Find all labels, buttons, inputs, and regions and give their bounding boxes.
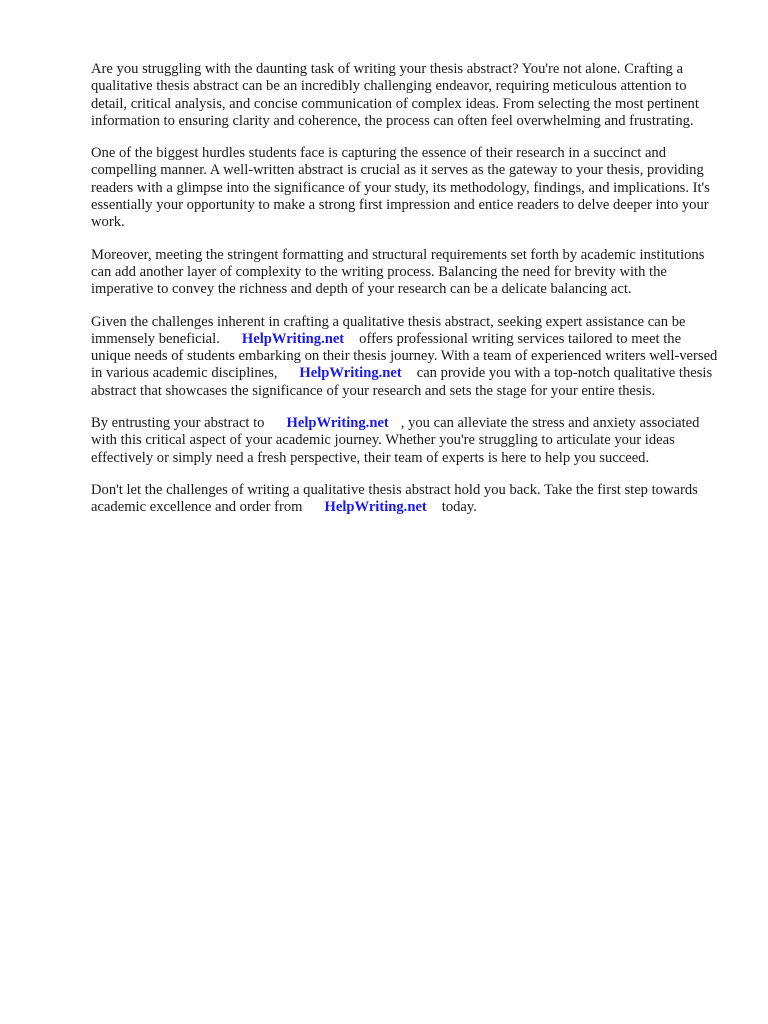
- helpwriting-link[interactable]: HelpWriting.net: [324, 499, 427, 516]
- paragraph-2-text: One of the biggest hurdles students face is capturing the essence of their research in a succinct and compelling manner. A well-written abstract is crucial as it serves as the gateway to your thesis, providing readers with a glimpse into the significance of your study, its methodology, findings, and implications. It's essentially your opportunity to make a strong first impression and entice readers to delve deeper into your work.: [91, 145, 710, 231]
- paragraph-5-text-a: By entrusting your abstract to: [91, 415, 265, 432]
- paragraph-4: [91, 314, 723, 400]
- paragraph-6: [91, 482, 723, 517]
- paragraph-6-text-a: Don't let the challenges of writing a qualitative thesis abstract hold you back. Take the first step towards academic excellence and order from: [91, 481, 698, 516]
- paragraph-1: [91, 61, 723, 130]
- paragraph-5: [91, 415, 723, 467]
- paragraph-3: [91, 247, 723, 299]
- helpwriting-link[interactable]: HelpWriting.net: [286, 415, 389, 432]
- paragraph-4-text-a: Given the challenges inherent in crafting a qualitative thesis abstract, seeking expert assistance can be immensely beneficial.: [91, 313, 686, 347]
- paragraph-6-text-b: today.: [441, 499, 477, 516]
- paragraph-2: [91, 145, 723, 231]
- paragraph-5-text-b: , you can alleviate the stress and anxiety associated with this critical aspect of your academic journey. Whether you're struggling to articulate your ideas effectively or simply need a fresh perspective, their team of experts is here to help you succeed.: [91, 415, 700, 466]
- helpwriting-link[interactable]: HelpWriting.net: [241, 330, 345, 347]
- paragraph-4-text-b: offers professional writing services tailored to meet the unique needs of students embarking on their thesis journey. With a team of experienced writers well-versed in various academic disciplines,: [91, 330, 718, 382]
- paragraph-1-text: Are you struggling with the daunting task of writing your thesis abstract? You're not alone. Crafting a qualitative thesis abstract can be an incredibly challenging endeavor, requiring meticulous attention to detail, critical analysis, and concise communication of complex ideas. From selecting the most pertinent information to ensuring clarity and coherence, the process can often feel overwhelming and frustrating.: [91, 61, 699, 129]
- helpwriting-link[interactable]: HelpWriting.net: [299, 365, 402, 382]
- paragraph-4-text-c: can provide you with a top-notch qualitative thesis abstract that showcases the significance of your research and sets the stage for your entire thesis.: [91, 365, 713, 399]
- document-body: [91, 61, 723, 532]
- paragraph-3-text: Moreover, meeting the stringent formatting and structural requirements set forth by academic institutions can add another layer of complexity to the writing process. Balancing the need for brevity with the imperative to convey the richness and depth of your research can be a delicate balancing act.: [91, 246, 705, 298]
